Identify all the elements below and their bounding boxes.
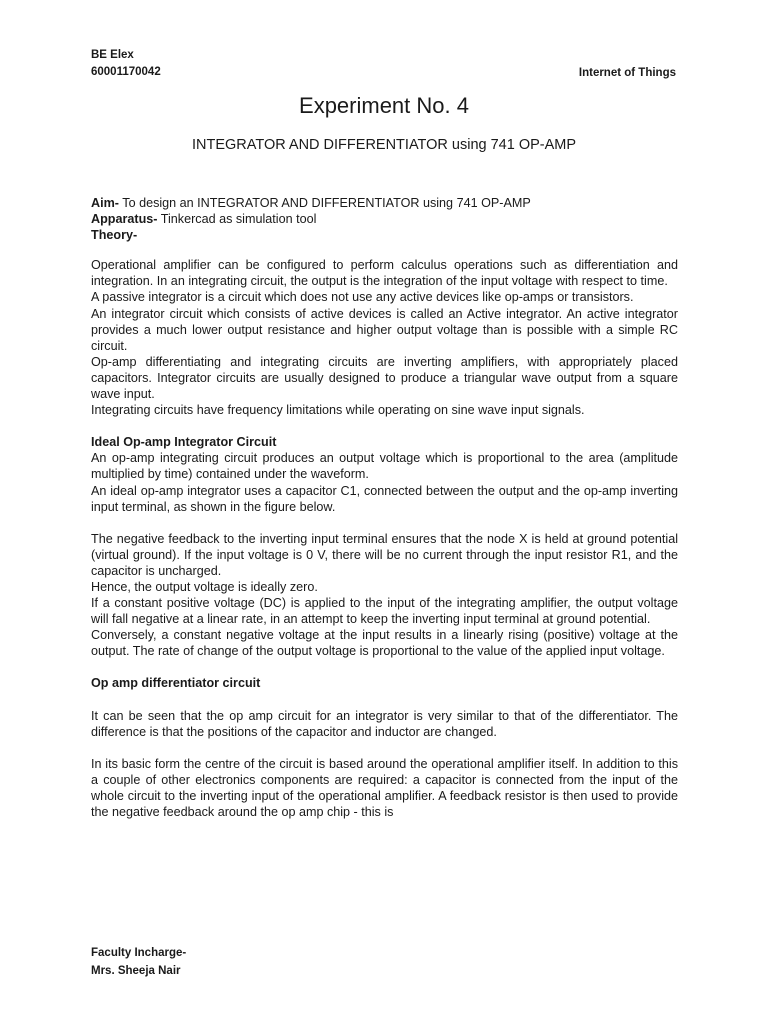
integrator-paragraph: If a constant positive voltage (DC) is applied to the input of the integrating amplifier, the output voltage will fall negative at a linear rate, in an attempt to keep the inverting input terminal at ground potential. xyxy=(91,596,678,627)
theory-heading: Theory- xyxy=(91,228,138,243)
differentiator-paragraph: It can be seen that the op amp circuit for an integrator is very similar to that of the differentiator. The difference is that the positions of the capacitor and inductor are changed. xyxy=(91,708,678,739)
spacer xyxy=(91,659,678,675)
integrator-paragraph: Hence, the output voltage is ideally zero. xyxy=(91,579,318,594)
header-subject: Internet of Things xyxy=(578,67,676,79)
differentiator-heading: Op amp differentiator circuit xyxy=(91,676,261,691)
page-title: Experiment No. 4 xyxy=(299,93,469,118)
integrator-paragraph: An op-amp integrating circuit produces an output voltage which is proportional to the area (amplitude multiplied by time) contained under the waveform. xyxy=(91,451,678,482)
integrator-paragraph: An ideal op-amp integrator uses a capacitor C1, connected between the output and the op-amp inverting input terminal, as shown in the figure below. xyxy=(91,483,678,514)
header-course: BE Elex xyxy=(91,49,134,61)
theory-paragraph: Integrating circuits have frequency limitations while operating on sine wave input signals. xyxy=(91,403,585,418)
spacer xyxy=(91,515,678,531)
aim-label: Aim- xyxy=(91,196,119,210)
apparatus-label: Apparatus- xyxy=(91,212,158,227)
theory-paragraph: A passive integrator is a circuit which does not use any active devices like op-amps or transistors. xyxy=(91,290,634,305)
faculty-label: Faculty Incharge- xyxy=(91,947,187,959)
theory-paragraph: An integrator circuit which consists of active devices is called an Active integrator. An active integrator provides a much lower output resistance and higher output voltage than is possible with a simple RC circuit. xyxy=(91,306,678,353)
apparatus-line xyxy=(91,211,678,227)
integrator-paragraph: The negative feedback to the inverting input terminal ensures that the node X is held at ground potential (virtual ground). If the input voltage is 0 V, there will be no current through the input resistor R1, and the capacitor is uncharged. xyxy=(91,531,678,578)
header-left xyxy=(91,47,161,81)
theory-paragraph: Op-amp differentiating and integrating circuits are inverting amplifiers, with appropriately placed capacitors. Integrator circuits are usually designed to produce a triangular wave output from a square wave input. xyxy=(91,354,678,402)
apparatus-text: Tinkercad as simulation tool xyxy=(157,212,317,227)
faculty-name: Mrs. Sheeja Nair xyxy=(91,965,181,977)
document-body xyxy=(91,195,678,820)
theory-paragraph: Operational amplifier can be configured to perform calculus operations such as differentiation and integration. In an integrating circuit, the output is the integration of the input voltage with respect to time. xyxy=(91,258,678,289)
integrator-heading: Ideal Op-amp Integrator Circuit xyxy=(91,435,277,450)
header-roll-number: 60001170042 xyxy=(91,66,161,78)
aim-text: To design an INTEGRATOR AND DIFFERENTIATOR using 741 OP-AMP xyxy=(119,196,531,210)
aim-line xyxy=(91,195,678,211)
spacer xyxy=(91,418,678,434)
integrator-paragraph: Conversely, a constant negative voltage at the input results in a linearly rising (positive) voltage at the output. The rate of change of the output voltage is proportional to the value of the applied input voltage. xyxy=(91,628,678,659)
spacer xyxy=(91,692,678,708)
footer xyxy=(91,944,186,980)
differentiator-paragraph: In its basic form the centre of the circuit is based around the operational amplifier itself. In addition to this a couple of other electronics components are required: a capacitor is connected from the input of the whole circuit to the inverting input of the operational amplifier. A feedback resistor is then used to provide the negative feedback around the op amp chip - this is xyxy=(91,756,678,819)
page-subtitle: INTEGRATOR AND DIFFERENTIATOR using 741 OP-AMP xyxy=(191,137,577,153)
spacer xyxy=(91,740,678,756)
